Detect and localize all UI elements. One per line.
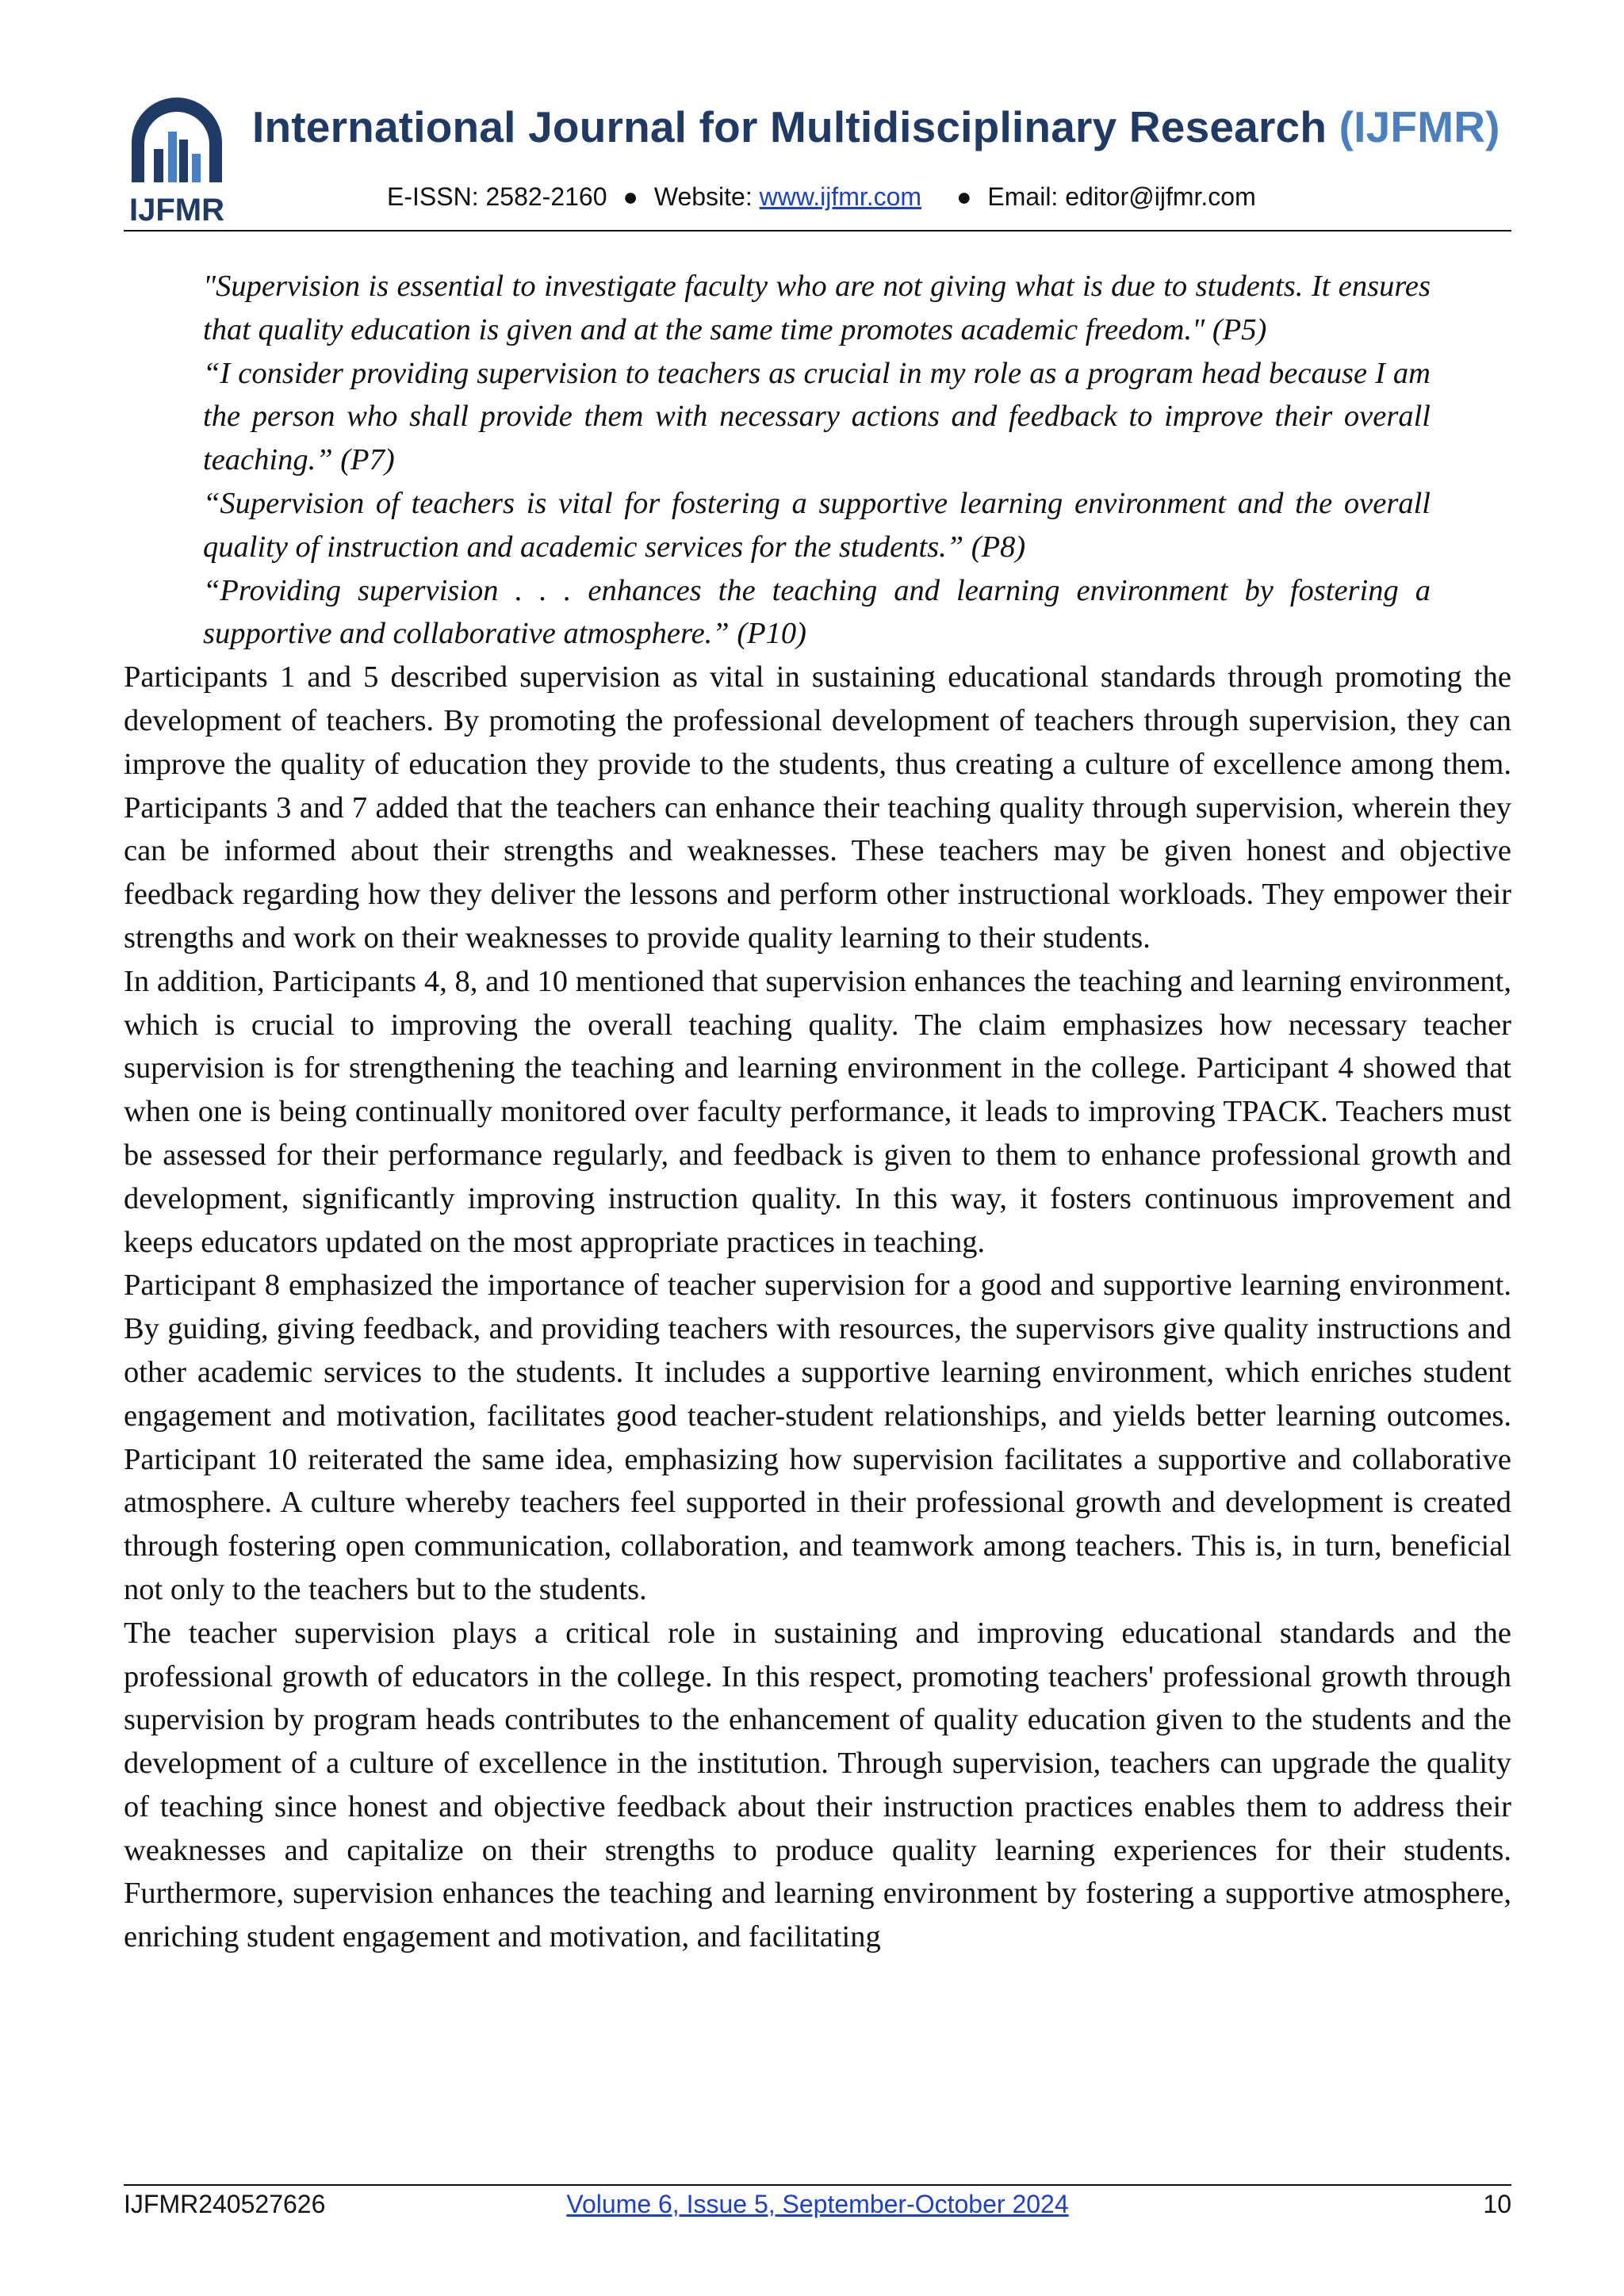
paragraph: The teacher supervision plays a critical role in sustaining and improving educational standards and the professional growth of educators in the college. In this respect, promoting teachers' professional growth through supervision by program heads contributes to the enhancement of quality education given to the students and the development of a culture of excellence in the institution. Through supervision, teachers can upgrade the quality of teaching since honest and objective feedback about their instruction practices enables them to address their weaknesses and capitalize on their strengths to produce quality learning experiences for their students. Furthermore, supervision enhances the teaching and learning environment by fostering a supportive atmosphere, enriching student engagement and motivation, and facilitating — [124, 1616, 1511, 1954]
journal-name: International Journal for Multidisciplinary Research — [252, 102, 1327, 151]
quote-p10: “Providing supervision . . . enhances the teaching and learning environment by fostering a supportive and collaborative atmosphere.” (P10) — [203, 573, 1431, 651]
quote-p5: "Supervision is essential to investigate faculty who are not giving what is due to students. It ensures that quality education is given and at the same time promotes academic freedom." (P5) — [203, 270, 1431, 346]
quote-p7: “I consider providing supervision to teachers as crucial in my role as a program head because I am the person who shall provide them with necessary actions and feedback to improve their overall teaching.” (P7) — [203, 356, 1431, 477]
logo-text: IJFMR — [129, 193, 224, 226]
eissn: E-ISSN: 2582-2160 — [387, 182, 607, 211]
journal-title — [252, 101, 1521, 152]
website-link[interactable]: www.ijfmr.com — [759, 182, 922, 211]
paragraph: Participant 8 emphasized the importance of teacher supervision for a good and supportive learning environment. By guiding, giving feedback, and providing teachers with resources, the supervisors give quality instructions and other academic services to the students. It includes a supportive learning environment, which enriches student engagement and motivation, facilitates good teacher-student relationships, and yields better learning outcomes. Participant 10 reiterated the same idea, emphasizing how supervision facilitates a supportive and collaborative atmosphere. A culture whereby teachers feel supported in their professional growth and development is created through fostering open communication, collaboration, and teamwork among teachers. This is, in turn, beneficial not only to the teachers but to the students. — [124, 1269, 1511, 1606]
paragraph: Participants 1 and 5 described supervision as vital in sustaining educational standards through promoting the development of teachers. By promoting the professional development of teachers through supervision, they can improve the quality of education they provide to the students, thus creating a culture of excellence among them. Participants 3 and 7 added that the teachers can enhance their teaching quality through supervision, wherein they can be informed about their strengths and weaknesses. These teachers may be given honest and objective feedback regarding how they deliver the lessons and perform other instructional workloads. They empower their strengths and work on their weaknesses to provide quality learning to their students. — [124, 660, 1511, 955]
page-number: 10 — [1483, 2190, 1511, 2218]
article-body — [124, 265, 1511, 1959]
header-divider — [124, 230, 1511, 232]
ijfmr-logo — [124, 87, 231, 226]
page-footer — [124, 2190, 1511, 2225]
footer-divider — [124, 2184, 1511, 2186]
paragraph: In addition, Participants 4, 8, and 10 mentioned that supervision enhances the teaching and learning environment, which is crucial to improving the overall teaching quality. The claim emphasizes how necessary teacher supervision is for strengthening the teaching and learning environment in the college. Participant 4 showed that when one is being continually monitored over faculty performance, it leads to improving TPACK. Teachers must be assessed for their performance regularly, and feedback is given to them to enhance professional growth and development, significantly improving instruction quality. In this way, it fosters continuous improvement and keeps educators updated on the most appropriate practices in teaching. — [124, 964, 1511, 1259]
journal-meta — [387, 182, 1256, 212]
email: Email: editor@ijfmr.com — [987, 182, 1256, 211]
volume-link[interactable]: Volume 6, Issue 5, September-October 2024 — [566, 2190, 1069, 2218]
bullet-icon: ● — [622, 182, 638, 211]
journal-abbr: (IJFMR) — [1339, 102, 1500, 151]
page-header — [124, 87, 1511, 234]
bullet-icon: ● — [956, 182, 972, 211]
volume-info — [124, 2190, 1511, 2219]
paper-id: IJFMR240527626 — [124, 2190, 326, 2218]
website-label: Website: — [653, 182, 753, 211]
quote-p8: “Supervision of teachers is vital for fostering a supportive learning environment and the overall quality of instruction and academic services for the students.” (P8) — [203, 486, 1431, 564]
